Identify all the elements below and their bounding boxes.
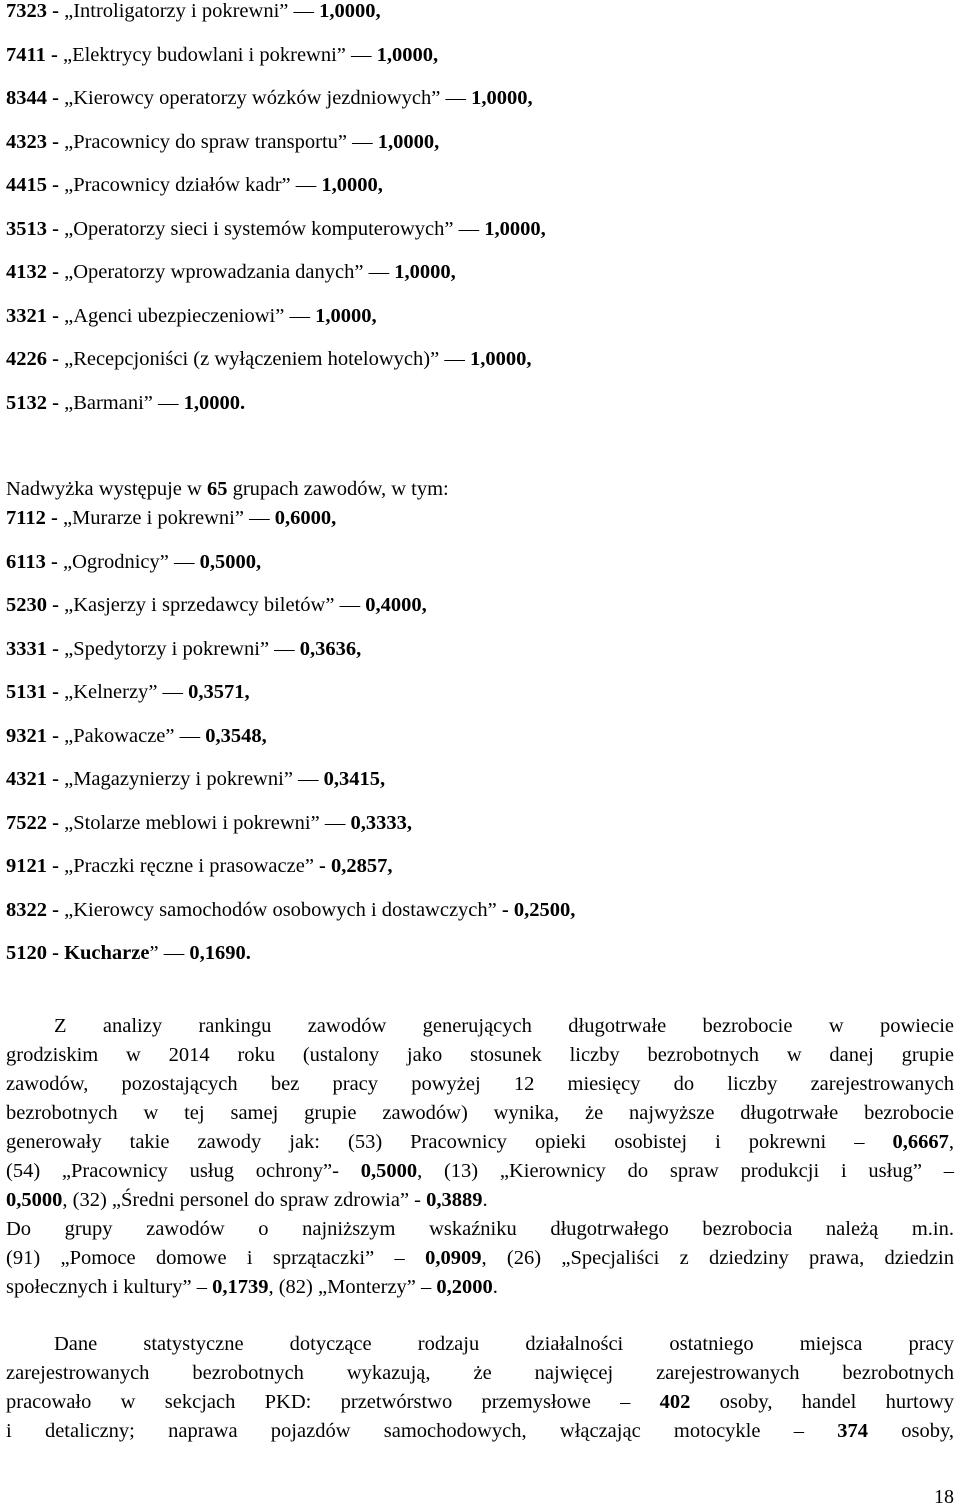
surplus-list-item: 7112 - „Murarze i pokrewni” — 0,6000, xyxy=(6,507,337,529)
occupation-code: 5120 xyxy=(6,942,47,964)
surplus-count: 65 xyxy=(206,478,228,500)
occupation-value: 1,0000 xyxy=(376,43,434,66)
occupation-value: 0,3571 xyxy=(188,681,245,703)
occupation-value: 0,3415 xyxy=(323,768,381,790)
occupation-code: 9121 xyxy=(6,855,47,877)
occupation-name: Pakowacze xyxy=(73,724,166,747)
occupation-value: 0,3548 xyxy=(205,724,262,747)
occupation-name: Kasjerzy i sprzedawcy biletów xyxy=(73,594,326,616)
paragraph-line: Z analizy rankingu zawodów generujących długotrwałe bezrobocie w powiecie xyxy=(54,1015,954,1037)
occupation-code: 7411 xyxy=(6,43,46,66)
occupation-code: 3321 xyxy=(6,304,47,327)
occupation-value: 0,1690 xyxy=(189,942,246,964)
surplus-list-item: 9121 - „Praczki ręczne i prasowacze” - 0,2857, xyxy=(6,855,393,877)
occupation-value: 1,0000 xyxy=(471,87,528,109)
occupation-value: 0,5000 xyxy=(199,550,256,573)
deficit-list-item: 7411 - „Elektrycy budowlani i pokrewni” — 1,0000, xyxy=(6,43,439,66)
occupation-code: 3331 xyxy=(6,637,47,660)
deficit-list-item: 4323 - „Pracownicy do spraw transportu” — 1,0000, xyxy=(6,130,440,153)
occupation-code: 9321 xyxy=(6,724,47,747)
occupation-code: 8322 xyxy=(6,898,47,921)
deficit-list-item: 7323 - „Introligatorzy i pokrewni” — 1,0000, xyxy=(6,0,381,22)
occupation-code: 8344 xyxy=(6,87,47,109)
occupation-name: Murarze i pokrewni xyxy=(72,507,235,529)
occupation-value: 0,2500 xyxy=(513,898,571,921)
occupation-code: 7323 xyxy=(6,0,47,22)
occupation-code: 7522 xyxy=(6,811,47,834)
surplus-list-item: 3331 - „Spedytorzy i pokrewni” — 0,3636, xyxy=(6,637,362,660)
occupation-name: Ogrodnicy xyxy=(72,550,160,573)
occupation-value: 0,3333 xyxy=(350,811,407,834)
occupation-code: 4321 xyxy=(6,768,47,790)
surplus-intro-text: Nadwyżka występuje w xyxy=(6,478,207,500)
paragraph-line: Do grupy zawodów o najniższym wskaźniku długotrwałego bezrobocia należą m.in. xyxy=(6,1218,954,1240)
occupation-value: 1,0000 xyxy=(484,217,541,240)
deficit-list-item: 3513 - „Operatorzy sieci i systemów komputerowych” — 1,0000, xyxy=(6,217,546,240)
occupation-name: Kelnerzy xyxy=(73,681,149,703)
surplus-intro xyxy=(6,477,449,501)
deficit-list-item: 4415 - „Pracownicy działów kadr” — 1,0000, xyxy=(6,174,383,196)
surplus-intro-text-end: grupach zawodów, w tym: xyxy=(227,478,449,500)
occupation-name: Operatorzy wprowadzania danych xyxy=(73,261,355,283)
surplus-list-item: 8322 - „Kierowcy samochodów osobowych i dostawczych” - 0,2500, xyxy=(6,898,576,921)
occupation-name: Operatorzy sieci i systemów komputerowych xyxy=(73,217,445,240)
paragraph-line: zarejestrowanych bezrobotnych wykazują, że najwięcej zarejestrowanych bezrobotnych xyxy=(6,1362,954,1384)
occupation-name: Barmani xyxy=(73,391,144,414)
paragraph-line: grodziskim w 2014 roku (ustalony jako stosunek liczby bezrobotnych w danej grupie xyxy=(6,1044,954,1066)
paragraph-line: społecznych i kultury” – 0,1739, (82) „Monterzy” – 0,2000. xyxy=(6,1276,498,1298)
occupation-name: Pracownicy działów kadr xyxy=(73,174,282,196)
occupation-name: Magazynierzy i pokrewni xyxy=(73,768,284,790)
occupation-code: 4323 xyxy=(6,130,47,153)
surplus-list-item: 9321 - „Pakowacze” — 0,3548, xyxy=(6,724,267,747)
occupation-code: 4132 xyxy=(6,261,47,283)
occupation-value: 0,2857 xyxy=(331,855,388,877)
paragraph-line: i detaliczny; naprawa pojazdów samochodowych, włączając motocykle – 374 osoby, xyxy=(6,1420,954,1442)
paragraph-line: Dane statystyczne dotyczące rodzaju działalności ostatniego miejsca pracy xyxy=(54,1333,954,1355)
occupation-value: 1,0000 xyxy=(321,174,378,196)
occupation-name: Introligatorzy i pokrewni xyxy=(73,0,280,22)
deficit-list-item: 3321 - „Agenci ubezpieczeniowi” — 1,0000, xyxy=(6,304,377,327)
occupation-value: 1,0000 xyxy=(183,391,241,414)
occupation-value: 1,0000 xyxy=(394,261,451,283)
occupation-value: 0,4000 xyxy=(365,594,422,616)
occupation-name: Stolarze meblowi i pokrewni xyxy=(73,811,311,834)
deficit-list-item: 4226 - „Recepcjoniści (z wyłączeniem hotelowych)” — 1,0000, xyxy=(6,348,532,370)
surplus-list-item: 5131 - „Kelnerzy” — 0,3571, xyxy=(6,681,250,703)
occupation-code: 7112 xyxy=(6,507,46,529)
occupation-name: Agenci ubezpieczeniowi xyxy=(73,304,276,327)
surplus-list-item: 5230 - „Kasjerzy i sprzedawcy biletów” — 0,4000, xyxy=(6,594,427,616)
surplus-list-item: 6113 - „Ogrodnicy” — 0,5000, xyxy=(6,550,262,573)
occupation-code: 5132 xyxy=(6,391,47,414)
occupation-name: Kierowcy samochodów osobowych i dostawczych xyxy=(73,898,488,921)
occupation-code: 5131 xyxy=(6,681,47,703)
occupation-name: Spedytorzy i pokrewni xyxy=(73,637,260,660)
occupation-name: Kucharze xyxy=(64,942,150,964)
deficit-list-item: 4132 - „Operatorzy wprowadzania danych” — 1,0000, xyxy=(6,261,456,283)
occupation-code: 3513 xyxy=(6,217,47,240)
page-number: 18 xyxy=(934,1486,954,1508)
occupation-name: Praczki ręczne i prasowacze xyxy=(73,855,305,877)
paragraph-line: (54) „Pracownicy usług ochrony”- 0,5000, (13) „Kierownicy do spraw produkcji i usług” – xyxy=(6,1160,954,1182)
paragraph-line: generowały takie zawody jak: (53) Pracownicy opieki osobistej i pokrewni – 0,6667, xyxy=(6,1131,954,1153)
occupation-code: 4415 xyxy=(6,174,47,196)
surplus-list-item: 7522 - „Stolarze meblowi i pokrewni” — 0,3333, xyxy=(6,811,412,834)
paragraph-long-term-unemployment xyxy=(6,1012,954,1302)
occupation-list-deficit xyxy=(6,0,546,435)
occupation-code: 5230 xyxy=(6,594,47,616)
occupation-value: 0,6000 xyxy=(274,507,332,529)
occupation-list-surplus xyxy=(6,507,575,986)
occupation-value: 1,0000 xyxy=(469,348,527,370)
occupation-name: Kierowcy operatorzy wózków jezdniowych xyxy=(73,87,432,109)
deficit-list-item: 8344 - „Kierowcy operatorzy wózków jezdniowych” — 1,0000, xyxy=(6,87,533,109)
occupation-value: 0,3636 xyxy=(299,637,357,660)
paragraph-line: pracowało w sekcjach PKD: przetwórstwo przemysłowe – 402 osoby, handel hurtowy xyxy=(6,1391,954,1413)
occupation-code: 6113 xyxy=(6,550,46,573)
surplus-list-item: 5120 - Kucharze” — 0,1690. xyxy=(6,942,251,964)
occupation-name: Recepcjoniści (z wyłączeniem hotelowych) xyxy=(73,348,431,370)
occupation-name: Pracownicy do spraw transportu xyxy=(73,130,338,153)
paragraph-line: (91) „Pomoce domowe i sprzątaczki” – 0,0909, (26) „Specjaliści z dziedziny prawa, dziedzin xyxy=(6,1247,954,1269)
occupation-value: 1,0000 xyxy=(315,304,372,327)
paragraph-line: 0,5000, (32) „Średni personel do spraw zdrowia” - 0,3889. xyxy=(6,1189,488,1211)
paragraph-pkd-sections xyxy=(6,1330,954,1446)
surplus-list-item: 4321 - „Magazynierzy i pokrewni” — 0,3415, xyxy=(6,768,386,790)
occupation-value: 1,0000 xyxy=(377,130,435,153)
occupation-name: Elektrycy budowlani i pokrewni xyxy=(72,43,337,66)
occupation-code: 4226 xyxy=(6,348,47,370)
occupation-value: 1,0000 xyxy=(319,0,376,22)
deficit-list-item: 5132 - „Barmani” — 1,0000. xyxy=(6,391,246,414)
paragraph-line: zawodów, pozostających bez pracy powyżej 12 miesięcy do liczby zarejestrowanych xyxy=(6,1073,954,1095)
paragraph-line: bezrobotnych w tej samej grupie zawodów) wynika, że najwyższe długotrwałe bezrobocie xyxy=(6,1102,954,1124)
